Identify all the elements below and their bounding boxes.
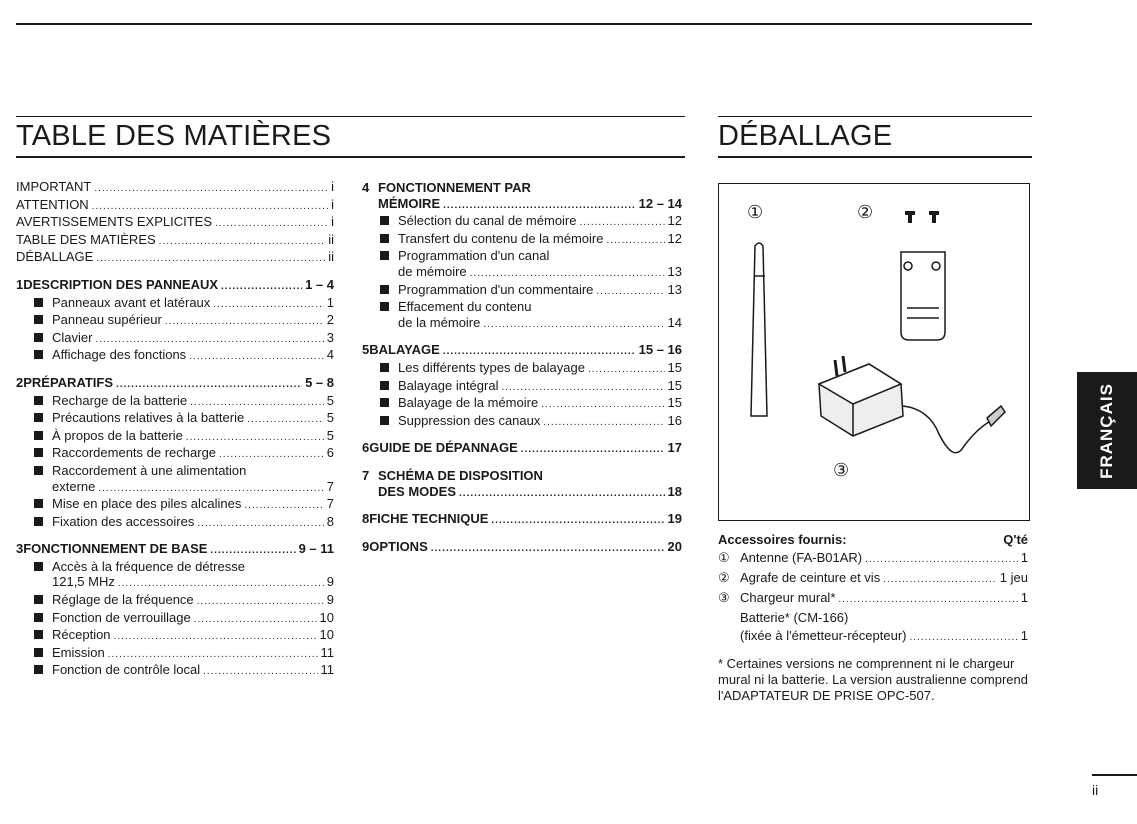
page-number-rule: [1092, 774, 1137, 776]
toc-subentry-cont[interactable]: de la mémoire ..... 14: [362, 315, 682, 333]
toc-subentry[interactable]: Fonction de verrouillage ..... 10: [16, 610, 334, 628]
accessories-figure: [718, 183, 1030, 521]
toc-subentry[interactable]: Recharge de la batterie ..... 5: [16, 393, 334, 411]
toc-title: TABLE DES MATIÈRES: [16, 120, 332, 152]
toc-subentry[interactable]: Raccordement à une alimentation: [16, 463, 334, 479]
bullet-square-icon: [34, 448, 43, 457]
unpack-rule-top: [718, 116, 1032, 117]
toc-subentry[interactable]: Balayage de la mémoire ..... 15: [362, 395, 682, 413]
belt-clip-icon: [901, 252, 945, 340]
accessory-battery-cont: (fixée à l'émetteur-récepteur) ..... 1: [718, 627, 1028, 647]
bullet-square-icon: [34, 298, 43, 307]
screw-icon: [905, 211, 939, 223]
toc-subentry-cont[interactable]: de mémoire ..... 13: [362, 264, 682, 282]
toc-subentry[interactable]: Suppression des canaux ..... 16: [362, 413, 682, 431]
toc-section-9[interactable]: 9 OPTIONS ..... 20: [362, 539, 682, 557]
toc-subentry[interactable]: Programmation d'un commentaire ..... 13: [362, 282, 682, 300]
bullet-square-icon: [34, 431, 43, 440]
toc-entry[interactable]: IMPORTANT ..... i: [16, 179, 334, 197]
toc-subentry[interactable]: Précautions relatives à la batterie ..... 5: [16, 410, 334, 428]
bullet-square-icon: [34, 396, 43, 405]
toc-section-7-head[interactable]: 7 SCHÉMA DE DISPOSITION: [362, 467, 543, 483]
bullet-square-icon: [34, 315, 43, 324]
toc-subentry[interactable]: Accès à la fréquence de détresse: [16, 559, 334, 575]
toc-section-3[interactable]: 3 FONCTIONNEMENT DE BASE ..... 9 – 11: [16, 541, 334, 559]
accessory-item: ③ Chargeur mural* ..... 1: [718, 589, 1028, 609]
toc-section-6[interactable]: 6 GUIDE DE DÉPANNAGE ..... 17: [362, 440, 682, 458]
toc-subentry[interactable]: Effacement du contenu: [362, 299, 682, 315]
accessory-item: ② Agrafe de ceinture et vis ..... 1 jeu: [718, 569, 1028, 589]
bullet-square-icon: [34, 350, 43, 359]
language-tab[interactable]: FRANÇAIS: [1077, 372, 1137, 489]
toc-subentry[interactable]: Les différents types de balayage ..... 15: [362, 360, 682, 378]
toc-subentry[interactable]: Affichage des fonctions ..... 4: [16, 347, 334, 365]
bullet-square-icon: [380, 363, 389, 372]
unpack-title: DÉBALLAGE: [718, 120, 893, 152]
bullet-square-icon: [34, 595, 43, 604]
unpack-rule-bottom: [718, 156, 1032, 158]
toc-rule-top: [16, 116, 685, 117]
toc-subentry[interactable]: Panneau supérieur ..... 2: [16, 312, 334, 330]
bullet-square-icon: [380, 302, 389, 311]
bullet-square-icon: [34, 517, 43, 526]
bullet-square-icon: [34, 413, 43, 422]
accessory-battery: Batterie* (CM-166): [740, 610, 849, 625]
toc-section-8[interactable]: 8 FICHE TECHNIQUE ..... 19: [362, 511, 682, 529]
toc-section-4-head[interactable]: 4 FONCTIONNEMENT PAR: [362, 180, 531, 195]
toc-subentry[interactable]: Mise en place des piles alcalines ..... 7: [16, 496, 334, 514]
toc-rule-bottom: [16, 156, 685, 158]
toc-subentry[interactable]: Balayage intégral ..... 15: [362, 378, 682, 396]
bullet-square-icon: [380, 398, 389, 407]
accessory-item: ① Antenne (FA-B01AR) ..... 1: [718, 549, 1028, 569]
bullet-square-icon: [34, 499, 43, 508]
toc-entry[interactable]: AVERTISSEMENTS EXPLICITES ..... i: [16, 214, 334, 232]
bullet-square-icon: [34, 466, 43, 475]
toc-subentry[interactable]: Clavier ..... 3: [16, 330, 334, 348]
bullet-square-icon: [34, 648, 43, 657]
toc-subentry[interactable]: Réglage de la fréquence ..... 9: [16, 592, 334, 610]
bullet-square-icon: [380, 216, 389, 225]
toc-section-5[interactable]: 5 BALAYAGE ..... 15 – 16: [362, 342, 682, 360]
wall-charger-icon: [819, 356, 1005, 453]
toc-subentry[interactable]: Réception ..... 10: [16, 627, 334, 645]
toc-subentry-cont[interactable]: 121,5 MHz ..... 9: [16, 574, 334, 592]
accessories-header: Accessoires fournis: Q'té: [718, 532, 1028, 547]
toc-entry[interactable]: TABLE DES MATIÈRES ..... ii: [16, 232, 334, 250]
toc-subentry[interactable]: Fonction de contrôle local ..... 11: [16, 662, 334, 680]
toc-subentry[interactable]: Panneaux avant et latéraux ..... 1: [16, 295, 334, 313]
toc-section-7[interactable]: DES MODES ..... 18: [362, 484, 682, 502]
figure-label-1: ①: [747, 202, 764, 222]
antenna-icon: [751, 243, 767, 416]
page-number: ii: [1092, 782, 1099, 798]
toc-subentry[interactable]: Fixation des accessoires ..... 8: [16, 514, 334, 532]
bullet-square-icon: [34, 613, 43, 622]
toc-subentry[interactable]: Programmation d'un canal: [362, 248, 682, 264]
bullet-square-icon: [380, 234, 389, 243]
toc-subentry-cont[interactable]: externe ..... 7: [16, 479, 334, 497]
accessories-list: [718, 531, 1028, 647]
top-rule: [16, 23, 1032, 25]
bullet-square-icon: [380, 416, 389, 425]
bullet-square-icon: [34, 665, 43, 674]
accessories-drawing: [719, 184, 1029, 520]
toc-entry[interactable]: DÉBALLAGE ..... ii: [16, 249, 334, 267]
toc-section-4[interactable]: MÉMOIRE ..... 12 – 14: [362, 196, 682, 214]
bullet-square-icon: [380, 285, 389, 294]
toc-column-1: [16, 179, 334, 680]
bullet-square-icon: [380, 251, 389, 260]
toc-subentry[interactable]: Raccordements de recharge ..... 6: [16, 445, 334, 463]
toc-subentry[interactable]: Sélection du canal de mémoire ..... 12: [362, 213, 682, 231]
footnote: * Certaines versions ne comprennent ni le chargeur mural ni la batterie. La version australienne comprend l'ADAPTATEUR DE PRISE OPC-507.: [718, 656, 1029, 703]
toc-entry[interactable]: ATTENTION ..... i: [16, 197, 334, 215]
toc-subentry[interactable]: À propos de la batterie ..... 5: [16, 428, 334, 446]
bullet-square-icon: [34, 333, 43, 342]
toc-section-2[interactable]: 2 PRÉPARATIFS ..... 5 – 8: [16, 375, 334, 393]
toc-section-1[interactable]: 1 DESCRIPTION DES PANNEAUX ..... 1 – 4: [16, 277, 334, 295]
bullet-square-icon: [34, 562, 43, 571]
bullet-square-icon: [380, 381, 389, 390]
toc-subentry[interactable]: Emission ..... 11: [16, 645, 334, 663]
bullet-square-icon: [34, 630, 43, 639]
figure-label-3: ③: [833, 460, 850, 480]
figure-label-2: ②: [857, 202, 874, 222]
toc-subentry[interactable]: Transfert du contenu de la mémoire ..... 12: [362, 231, 682, 249]
toc-column-2: [362, 180, 682, 556]
